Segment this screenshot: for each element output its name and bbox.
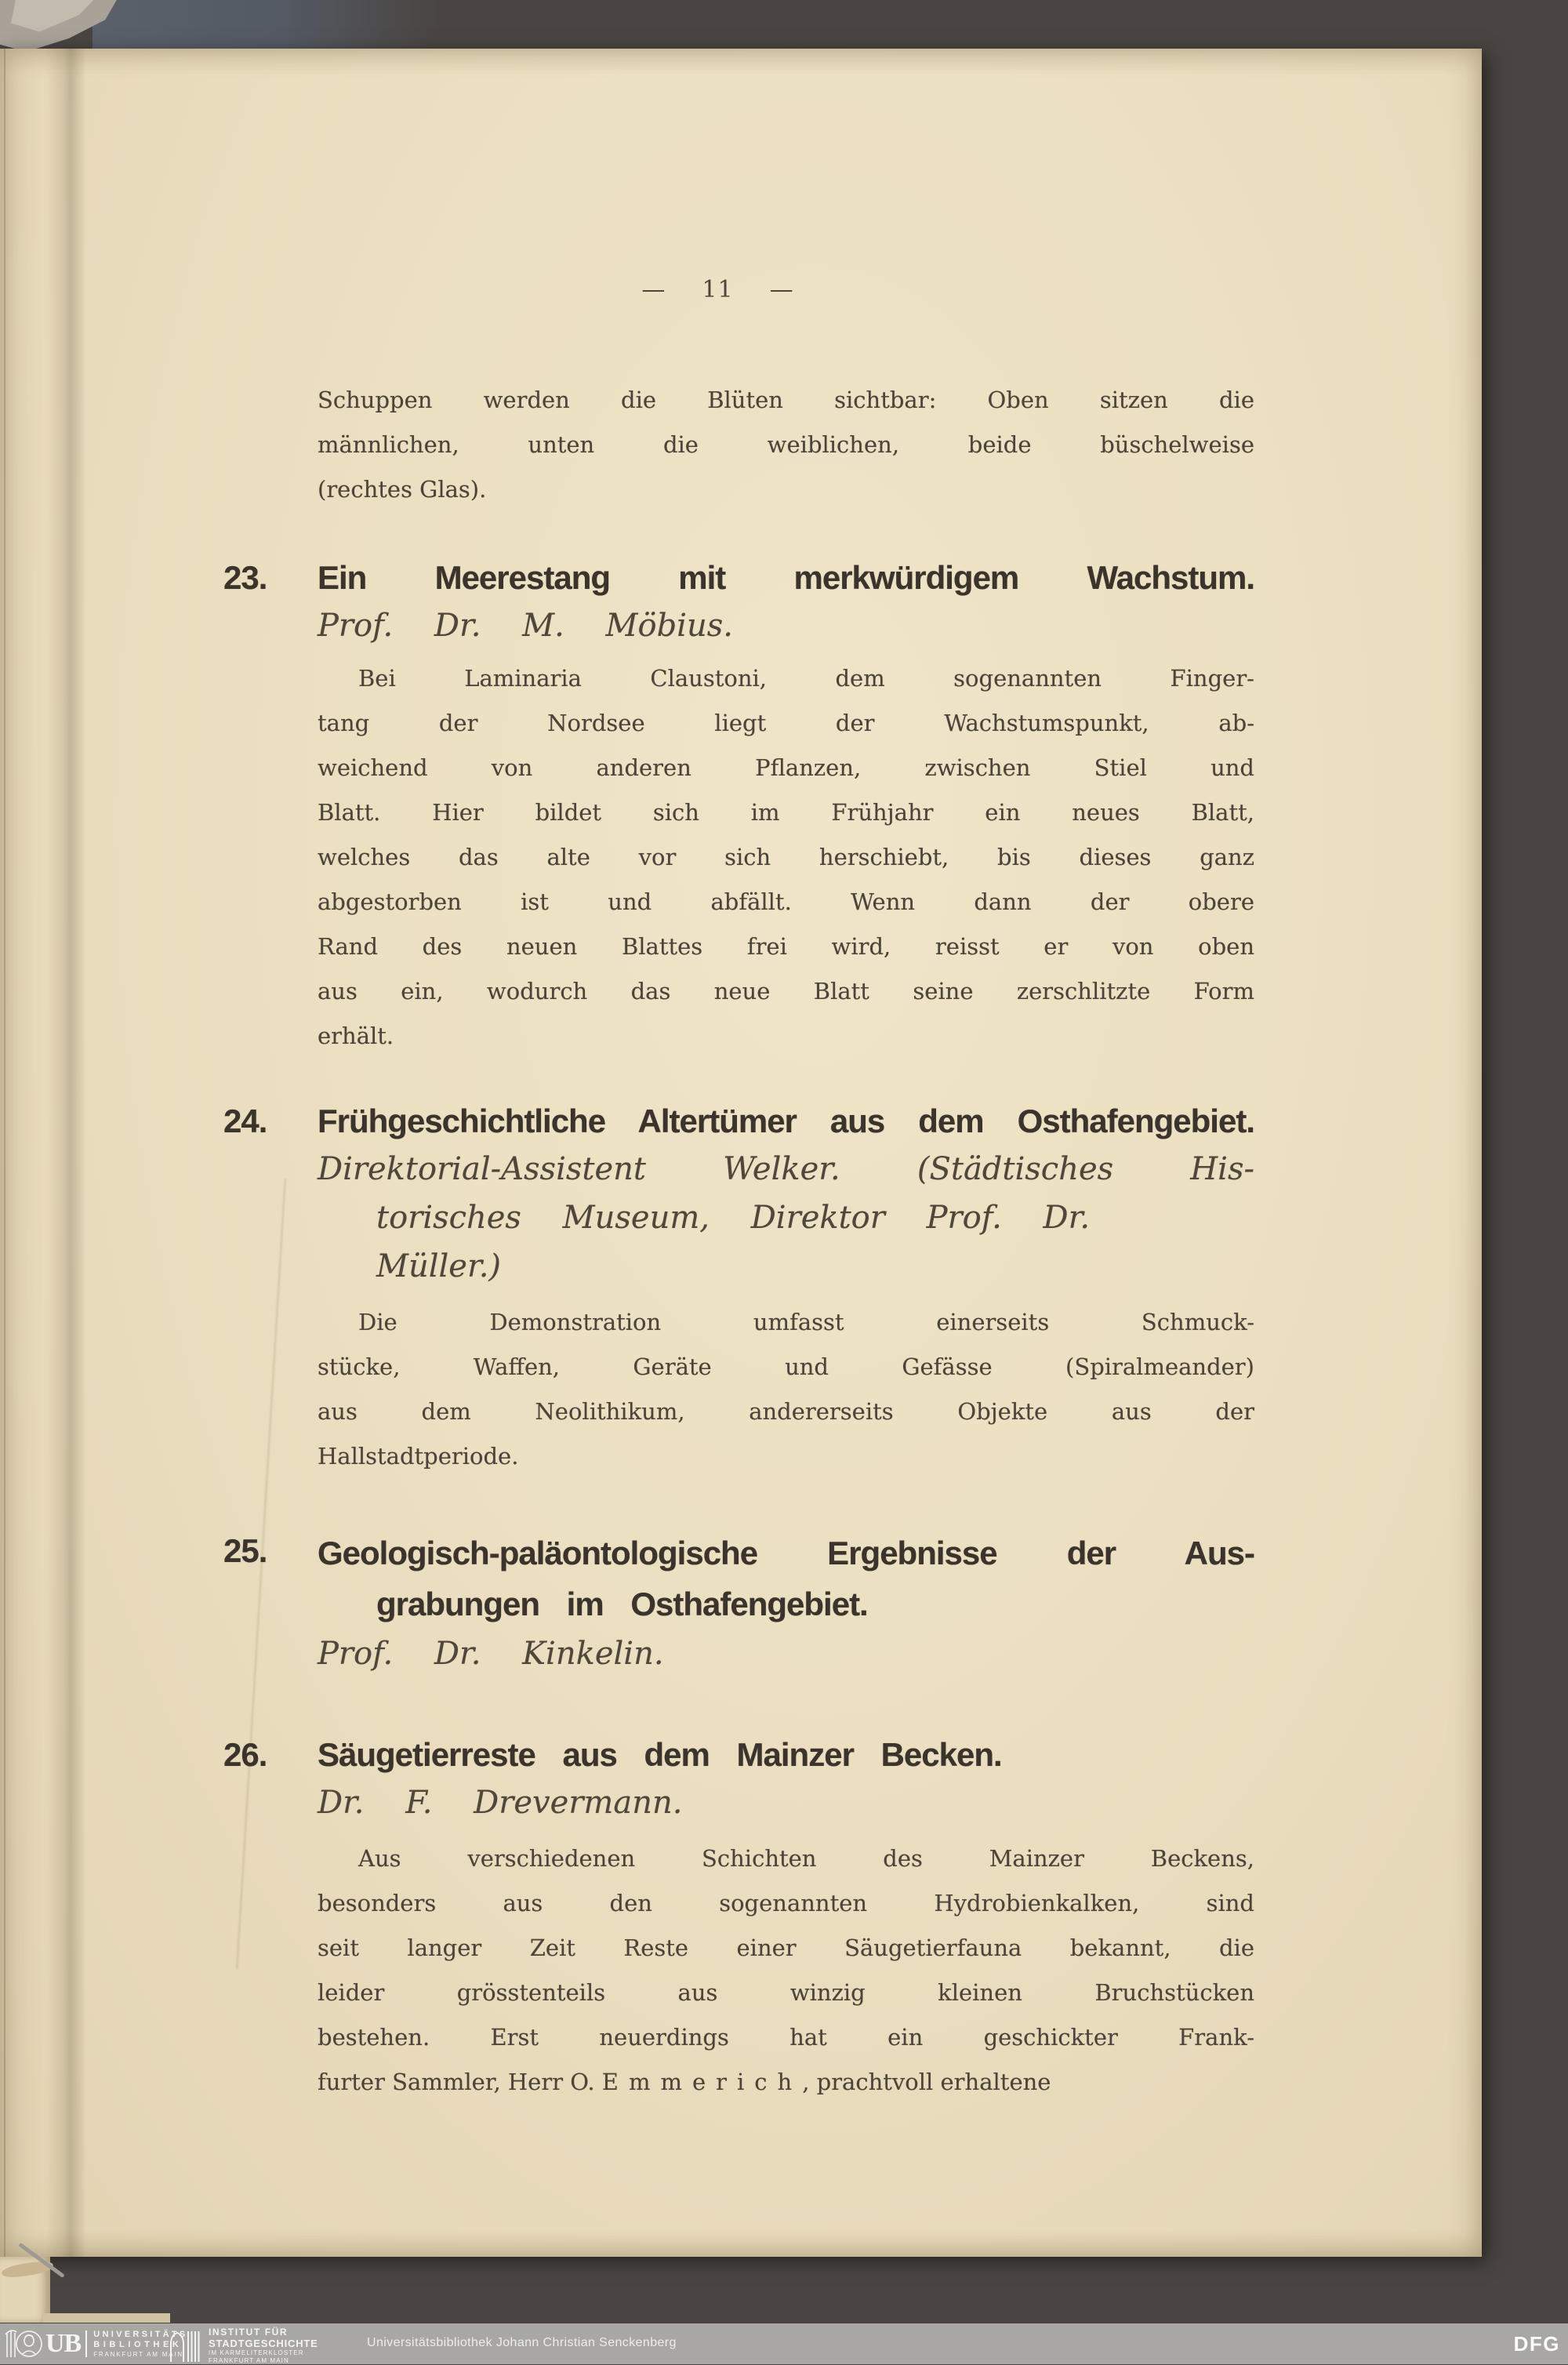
dfg-logo: DFG (1513, 2332, 1560, 2356)
item-body-line: seit langer Zeit Reste einer Säugetierfauna bekannt, die (318, 1935, 1254, 1961)
item-paragraph (318, 1836, 1254, 2105)
item-title-line: Geologisch-paläontologische Ergebnisse der Aus- (318, 1535, 1254, 1571)
intro-line: männlichen, unten die weiblichen, beide büschelweise (318, 431, 1254, 458)
catalog-item-26 (223, 1731, 1254, 2105)
item-body (318, 1098, 1254, 1479)
page-edge-line (4, 49, 5, 2257)
item-body (318, 554, 1254, 1059)
item-body (318, 1731, 1254, 2105)
intro-line: (rechtes Glas). (318, 476, 487, 503)
item-body-line: besonders aus den sogenannten Hydrobienkalken, sind (318, 1890, 1254, 1916)
item-body-line: erhält. (318, 1023, 394, 1049)
item-body-line: Aus verschiedenen Schichten des Mainzer Beckens, (358, 1845, 1254, 1872)
item-author-line: Prof. Dr. M. Möbius. (318, 608, 733, 644)
item-title-line: Frühgeschichtliche Altertümer aus dem Osthafengebiet. (318, 1103, 1254, 1139)
catalog-item-25 (223, 1528, 1254, 1678)
item-body-line: Die Demonstration umfasst einerseits Schmuck- (358, 1309, 1254, 1335)
catalog-item-24 (223, 1098, 1254, 1479)
institute-text-line2: STADTGESCHICHTE (209, 2338, 318, 2349)
scanned-page (0, 49, 1482, 2257)
ub-books-portrait-icon (3, 2327, 44, 2361)
item-title-line: grabungen im Osthafengebiet. (376, 1586, 868, 1622)
item-body-line: abgestorben ist und abfällt. Wenn dann der obere (318, 888, 1254, 915)
letterspaced-name: Emmerich (601, 2069, 803, 2095)
text-segment: , prachtvoll erhaltene (802, 2069, 1051, 2095)
item-body-line: weichend von anderen Pflanzen, zwischen Stiel und (318, 754, 1254, 781)
institute-text-line1: INSTITUT FÜR (209, 2327, 289, 2338)
item-title-line: Säugetierreste aus dem Mainzer Becken. (318, 1736, 1002, 1773)
page-number (202, 272, 1233, 307)
page-gutter-shadow (45, 49, 86, 2257)
catalog-items (223, 554, 1254, 2105)
item-number: 25. (223, 1532, 267, 1569)
item-body-line: aus ein, wodurch das neue Blatt seine zerschlitzte Form (318, 978, 1254, 1004)
institute-text-line4: FRANKFURT AM MAIN (209, 2357, 289, 2364)
item-title-line: Ein Meerestang mit merkwürdigem Wachstum. (318, 559, 1254, 596)
item-number: 23. (223, 559, 267, 596)
item-body-line: tang der Nordsee liegt der Wachstumspunkt, ab- (318, 710, 1254, 736)
item-paragraph (318, 656, 1254, 1059)
ub-divider (85, 2330, 87, 2357)
binding-bottom-edge (43, 2313, 170, 2323)
footer-bar (0, 2323, 1568, 2364)
item-body-line: Rand des neuen Blattes frei wird, reisst er von oben (318, 933, 1254, 960)
item-body-line: stücke, Waffen, Geräte und Gefässe (Spiralmeander) (318, 1353, 1254, 1380)
footer-library-credit: Universitätsbibliothek Johann Christian Senckenberg (367, 2336, 677, 2349)
item-number: 24. (223, 1103, 267, 1139)
catalog-item-23 (223, 554, 1254, 1059)
institute-text-line3: IM KARMELITERKLOSTER (209, 2349, 304, 2356)
item-body (318, 1528, 1254, 1678)
scan-background-tint (93, 0, 437, 50)
item-author-line: Direktorial-Assistent Welker. (Städtisches His- (318, 1151, 1254, 1187)
item-body-line: aus dem Neolithikum, andererseits Objekte aus der (318, 1398, 1254, 1425)
item-body-line: bestehen. Erst neuerdings hat ein geschickter Frank- (318, 2024, 1254, 2051)
item-paragraph (318, 1300, 1254, 1479)
item-body-line: leider grösstenteils aus winzig kleinen Bruchstücken (318, 1979, 1254, 2006)
item-body-line: welches das alte vor sich herschiebt, bis dieses ganz (318, 844, 1254, 870)
institute-logo (167, 2327, 318, 2365)
institute-arch-icon (167, 2330, 201, 2363)
ub-wordmark: UB (45, 2329, 82, 2358)
ub-logo (3, 2327, 188, 2361)
page-number-dash-left: — (641, 276, 666, 303)
item-author-line: Dr. F. Drevermann. (318, 1785, 683, 1821)
item-body-line: Bei Laminaria Claustoni, dem sogenannten Finger- (358, 665, 1254, 692)
item-body-line: Hallstadtperiode. (318, 1443, 519, 1469)
ub-text-line1: UNIVERSITÄTS (93, 2329, 188, 2339)
page-content (223, 272, 1254, 2105)
item-number: 26. (223, 1736, 267, 1773)
item-author-line: Prof. Dr. Kinkelin. (318, 1636, 664, 1672)
page-number-value: 11 (702, 276, 734, 303)
intro-paragraph (318, 378, 1254, 512)
item-body-line (318, 2060, 1254, 2105)
item-body-line: Blatt. Hier bildet sich im Frühjahr ein neues Blatt, (318, 799, 1254, 826)
ub-text-line2: BIBLIOTHEK (93, 2339, 183, 2349)
item-author-line: torisches Museum, Direktor Prof. Dr. Müller.) (376, 1200, 1091, 1284)
ub-text-line3: FRANKFURT AM MAIN (93, 2350, 183, 2358)
intro-line: Schuppen werden die Blüten sichtbar: Oben sitzen die (318, 387, 1254, 413)
page-number-dash-right: — (769, 276, 794, 303)
text-segment: furter Sammler, Herr O. (318, 2069, 602, 2095)
